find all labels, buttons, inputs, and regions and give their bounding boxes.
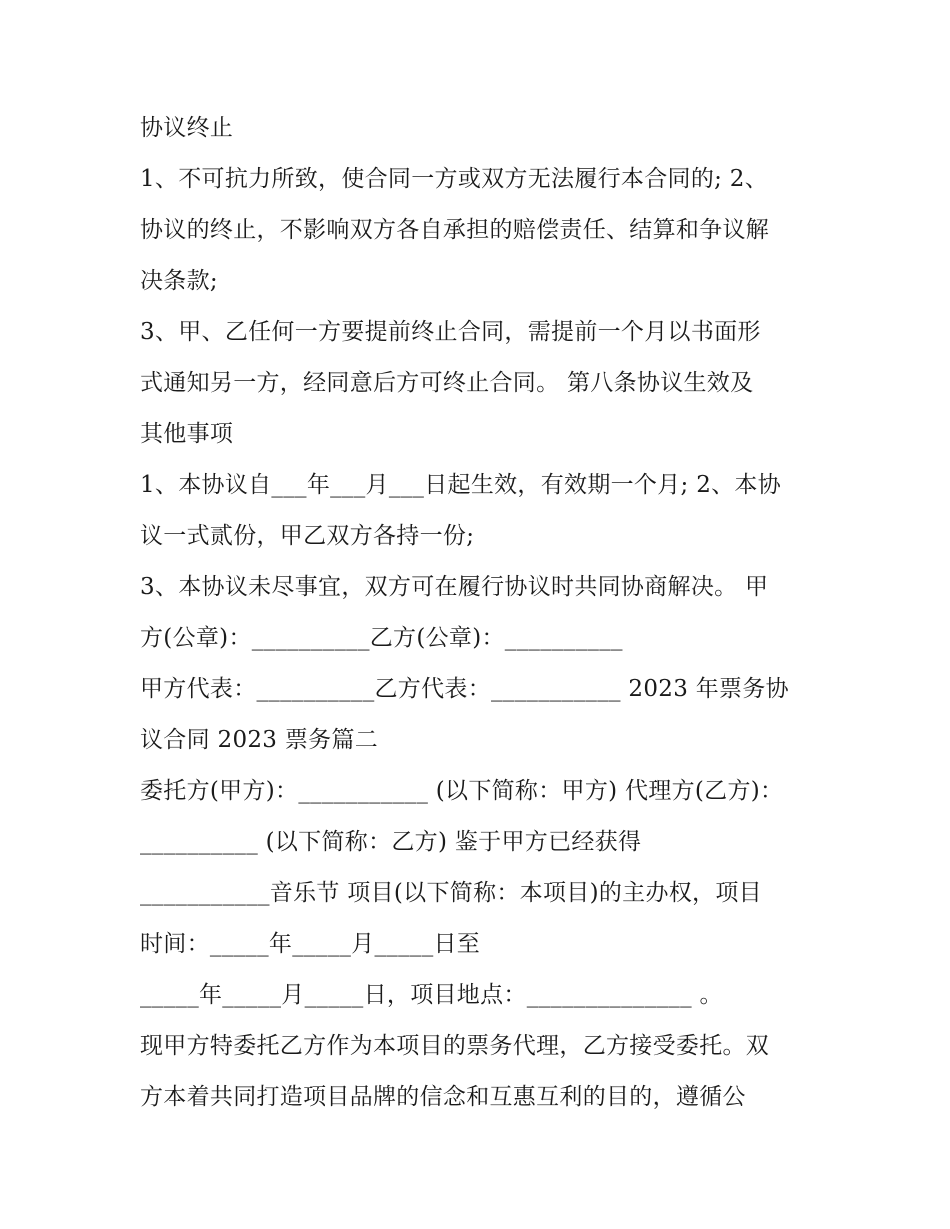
text-line: 3、本协议未尽事宜，双方可在履行协议时共同协商解决。 甲 [140,574,769,600]
text-line: 议一式贰份，甲乙双方各持一份; [140,523,475,549]
text-line: 议合同 2023 票务篇二 [140,727,379,753]
text-line: 1、不可抗力所致，使合同一方或双方无法履行本合同的; 2、 [140,166,769,192]
text-line: 3、甲、乙任何一方要提前终止合同，需提前一个月以书面形 [140,319,761,345]
text-line: 时间：_____年_____月_____日至 [140,931,481,957]
text-line: 决条款; [140,268,218,294]
text-line: 方本着共同打造项目品牌的信念和互惠互利的目的，遵循公 [140,1084,746,1110]
text-line: 协议终止 [140,115,234,141]
text-line: 其他事项 [140,421,234,447]
text-line: 式通知另一方，经同意后方可终止合同。 第八条协议生效及 [140,370,754,396]
text-line: _____年_____月_____日，项目地点：______________ 。 [140,982,723,1008]
text-line: 协议的终止，不影响双方各自承担的赔偿责任、结算和争议解 [140,217,770,243]
text-line: 方(公章)：__________乙方(公章)：__________ [140,625,623,651]
text-line: 现甲方特委托乙方作为本项目的票务代理，乙方接受委托。双 [140,1033,770,1059]
text-line: 甲方代表：__________乙方代表：___________ 2023 年票务协 [140,676,789,702]
text-line: ___________音乐节 项目(以下简称：本项目)的主办权，项目 [140,880,762,906]
text-line: 委托方(甲方)：___________ (以下简称：甲方) 代理方(乙方)： [140,778,784,804]
text-line: 1、本协议自___年___月___日起生效，有效期一个月; 2、本协 [140,472,782,498]
text-line: __________ (以下简称：乙方) 鉴于甲方已经获得 [140,829,642,855]
